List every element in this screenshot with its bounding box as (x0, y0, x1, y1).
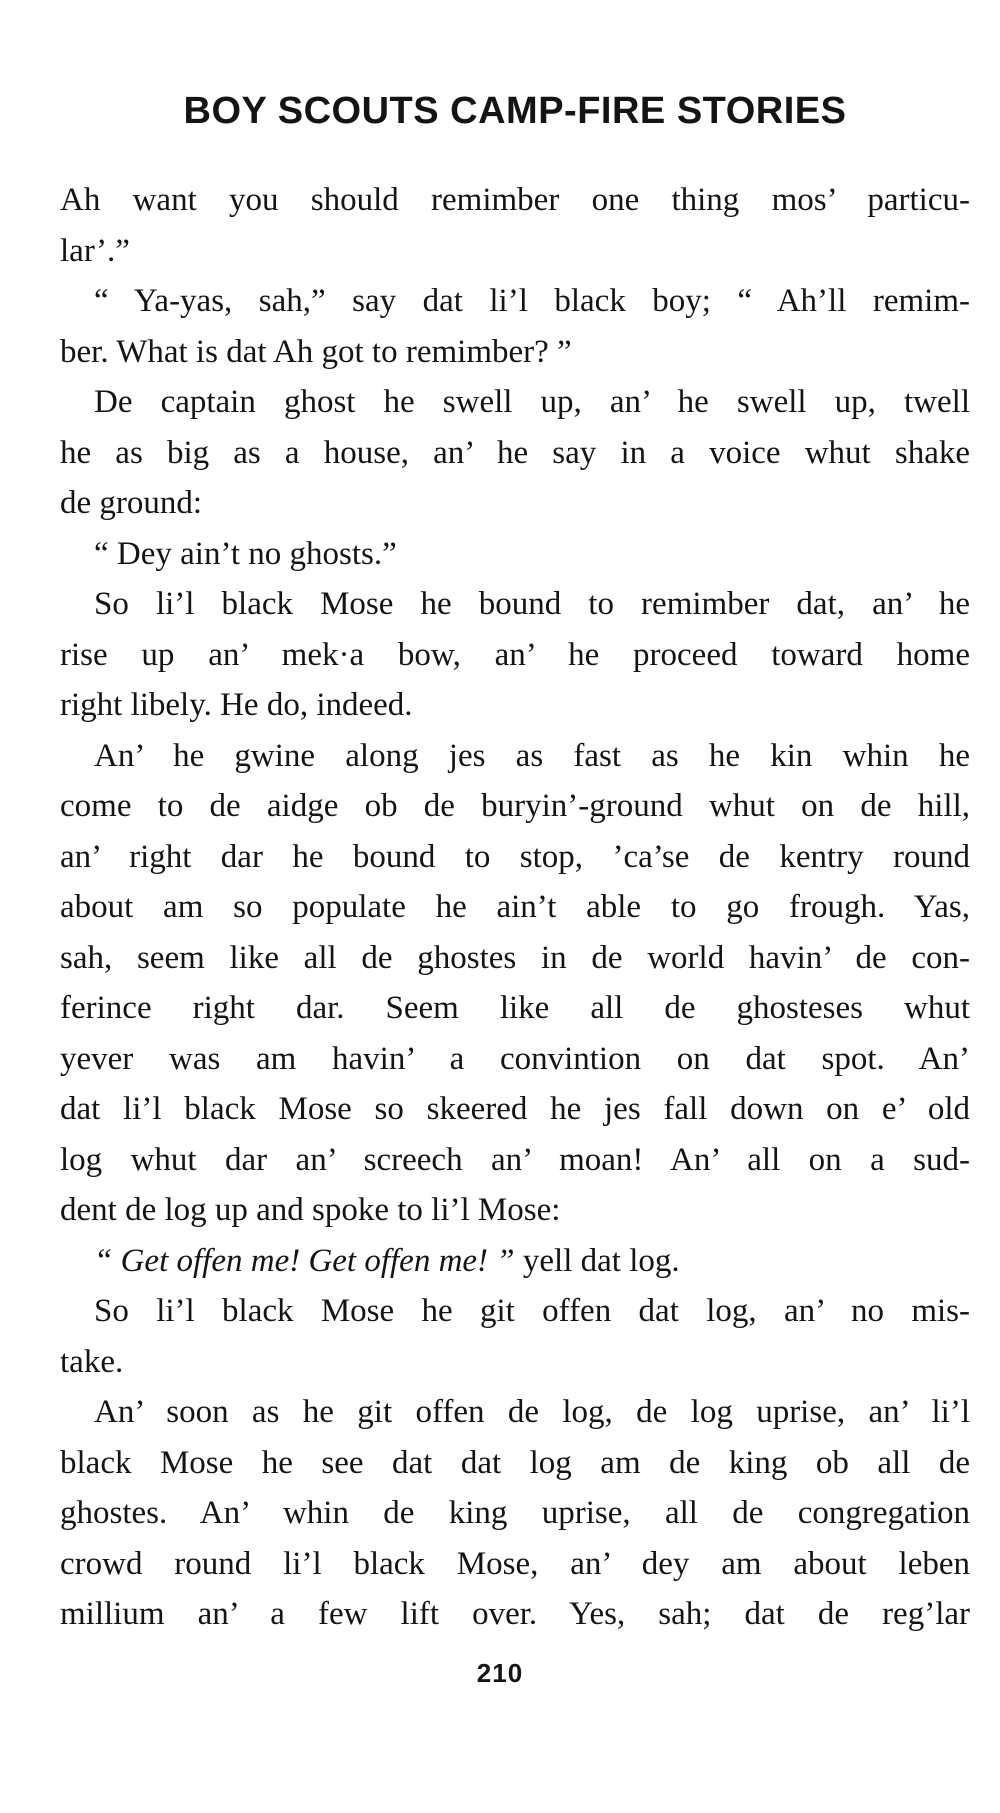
text-line: An’ soon as he git offen de log, de log uprise, an’ li’l (94, 1394, 970, 1430)
text-line: about am so populate he ain’t able to go frough. Yas, (60, 889, 970, 925)
text-line: right libely. He do, indeed. (60, 687, 413, 723)
text-line: ber. What is dat Ah got to remimber? ” (60, 333, 572, 370)
text-line: dat li’l black Mose so skeered he jes fall down on e’ old (60, 1091, 970, 1127)
text-line: An’ he gwine along jes as fast as he kin whin he (94, 737, 970, 774)
text-line: yever was am havin’ a convintion on dat spot. An’ (60, 1040, 970, 1077)
text-line: come to de aidge ob de buryin’-ground whut on de hill, (60, 788, 970, 824)
text-line: black Mose he see dat dat log am de king ob all de (60, 1444, 970, 1481)
text-line: de ground: (60, 485, 203, 521)
text-line: ferince right dar. Seem like all de ghosteses whut (60, 990, 970, 1026)
text-line: he as big as a house, an’ he say in a voice whut shake (60, 434, 970, 471)
text-line: So li’l black Mose he git offen dat log, an’ no mis- (94, 1293, 970, 1329)
text-line: De captain ghost he swell up, an’ he swell up, twell (94, 384, 970, 420)
text-line (60, 1236, 970, 1287)
italic-exclamation: “ Get offen me! Get offen me! ” (94, 1242, 515, 1279)
text-line: log whut dar an’ screech an’ moan! An’ all on a sud- (60, 1141, 970, 1178)
text-line: dent de log up and spoke to li’l Mose: (60, 1192, 561, 1228)
text-line: an’ right dar he bound to stop, ’ca’se de kentry round (60, 838, 970, 875)
text-line: So li’l black Mose he bound to remimber dat, an’ he (94, 586, 970, 622)
text-line: millium an’ a few lift over. Yes, sah; dat de reg’lar (60, 1596, 970, 1632)
body-text (60, 175, 970, 1640)
running-head: BOY SCOUTS CAMP-FIRE STORIES (183, 90, 847, 132)
text-line: “ Dey ain’t no ghosts.” (94, 535, 397, 572)
text-line: Ah want you should remimber one thing mos’ particu- (60, 182, 970, 218)
text-line: take. (60, 1343, 124, 1380)
page-number: 210 (476, 1658, 524, 1688)
text-line: “ Ya-yas, sah,” say dat li’l black boy; “ Ah’ll remim- (94, 283, 970, 319)
text-line: lar’.” (60, 232, 130, 269)
text-line: crowd round li’l black Mose, an’ dey am about leben (60, 1545, 970, 1582)
text-line-tail: yell dat log. (514, 1242, 680, 1279)
text-line: ghostes. An’ whin de king uprise, all de congregation (60, 1495, 970, 1531)
text-line: rise up an’ mek·a bow, an’ he proceed toward home (60, 636, 970, 673)
text-line: sah, seem like all de ghostes in de world havin’ de con- (60, 939, 970, 976)
